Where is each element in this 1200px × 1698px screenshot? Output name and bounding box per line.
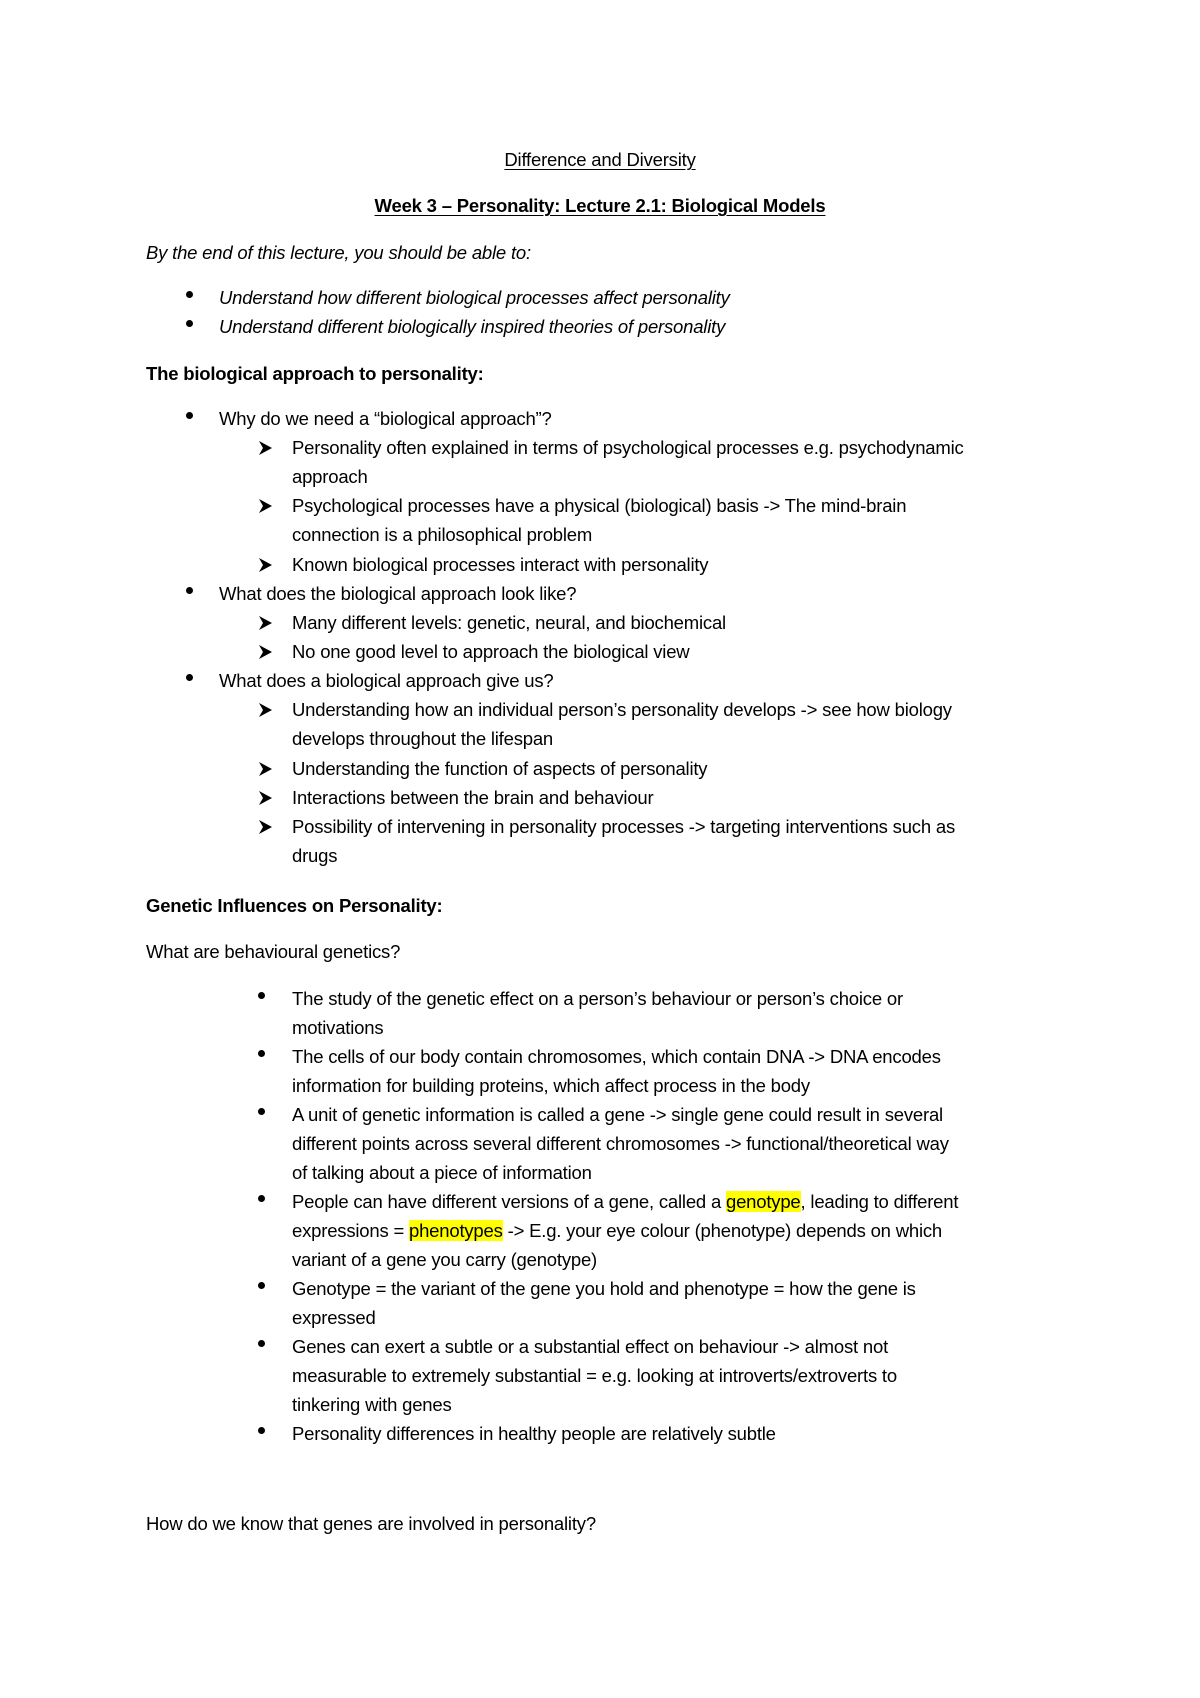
objectives-intro: By the end of this lecture, you should be able to: (146, 242, 531, 263)
bullet-icon (258, 1108, 265, 1115)
sub-item: Understanding how an individual person’s personality develops -> see how biology (292, 699, 952, 720)
sub-item: No one good level to approach the biological view (292, 641, 690, 662)
lecture-title: Week 3 – Personality: Lecture 2.1: Biological Models (374, 195, 826, 216)
genotype-highlight: genotype (726, 1191, 801, 1212)
sub-item: Psychological processes have a physical (biological) basis -> The mind-brain (292, 495, 907, 516)
sub-item: Known biological processes interact with personality (292, 554, 709, 575)
bullet-icon (186, 291, 193, 298)
sub-item-continued: develops throughout the lifespan (292, 728, 554, 749)
bullet-icon (258, 1050, 265, 1057)
bullet-icon (258, 1195, 265, 1202)
bullet-icon (186, 587, 193, 594)
arrow-bullet-icon (258, 757, 274, 781)
sub-item: Understanding the function of aspects of personality (292, 758, 708, 779)
arrow-bullet-icon (258, 786, 274, 810)
arrow-bullet-icon (258, 436, 274, 460)
sub-item: Interactions between the brain and behaviour (292, 787, 654, 808)
genetics-item: Personality differences in healthy people are relatively subtle (292, 1423, 776, 1444)
genetics-item-continued: different points across several different chromosomes -> functional/theoretical way (292, 1133, 949, 1154)
sub-item-continued: approach (292, 466, 368, 487)
bullet-icon (186, 674, 193, 681)
genetics-item: The cells of our body contain chromosomes, which contain DNA -> DNA encodes (292, 1046, 941, 1067)
question-behavioural-genetics: What are behavioural genetics? (146, 941, 401, 962)
question-what-look-like: What does the biological approach look like? (219, 583, 577, 604)
phenotypes-highlight: phenotypes (409, 1220, 503, 1241)
genetics-item-continued: measurable to extremely substantial = e.g. looking at introverts/extroverts to (292, 1365, 897, 1386)
phenotype-text-post: -> E.g. your eye colour (phenotype) depends on which (502, 1220, 942, 1241)
sub-item-continued: connection is a philosophical problem (292, 524, 593, 545)
arrow-bullet-icon (258, 494, 274, 518)
bullet-icon (186, 412, 193, 419)
course-title: Difference and Diversity (504, 149, 696, 170)
sub-item: Many different levels: genetic, neural, and biochemical (292, 612, 726, 633)
genetics-item: The study of the genetic effect on a person’s behaviour or person’s choice or (292, 988, 903, 1009)
genotype-item (292, 1190, 958, 1214)
bullet-icon (258, 992, 265, 999)
arrow-bullet-icon (258, 553, 274, 577)
sub-item-continued: drugs (292, 845, 338, 866)
arrow-bullet-icon (258, 611, 274, 635)
phenotype-line (292, 1219, 942, 1243)
arrow-bullet-icon (258, 640, 274, 664)
genetics-item: Genes can exert a subtle or a substantial effect on behaviour -> almost not (292, 1336, 889, 1357)
genetics-item: A unit of genetic information is called a gene -> single gene could result in several (292, 1104, 943, 1125)
genotype-item-continued: variant of a gene you carry (genotype) (292, 1249, 598, 1270)
question-what-give-us: What does a biological approach give us? (219, 670, 554, 691)
genotype-text-post: , leading to different (800, 1191, 959, 1212)
arrow-bullet-icon (258, 698, 274, 722)
section-heading-biological-approach: The biological approach to personality: (146, 363, 484, 384)
phenotype-text-pre: expressions = (292, 1220, 409, 1241)
arrow-bullet-icon (258, 815, 274, 839)
genetics-item-continued: motivations (292, 1017, 384, 1038)
bullet-icon (186, 320, 193, 327)
sub-item: Possibility of intervening in personality processes -> targeting interventions such as (292, 816, 956, 837)
genetics-item-continued: of talking about a piece of information (292, 1162, 592, 1183)
bullet-icon (258, 1427, 265, 1434)
question-why-biological: Why do we need a “biological approach”? (219, 408, 552, 429)
bullet-icon (258, 1340, 265, 1347)
closing-question: How do we know that genes are involved in personality? (146, 1513, 596, 1534)
sub-item: Personality often explained in terms of psychological processes e.g. psychodynamic (292, 437, 964, 458)
genetics-item-continued: tinkering with genes (292, 1394, 452, 1415)
objective-item: Understand different biologically inspired theories of personality (219, 316, 726, 337)
section-heading-genetic-influences: Genetic Influences on Personality: (146, 895, 443, 916)
objective-item: Understand how different biological processes affect personality (219, 287, 730, 308)
genetics-item: Genotype = the variant of the gene you hold and phenotype = how the gene is (292, 1278, 916, 1299)
bullet-icon (258, 1282, 265, 1289)
genetics-item-continued: expressed (292, 1307, 376, 1328)
genotype-text-pre: People can have different versions of a gene, called a (292, 1191, 726, 1212)
genetics-item-continued: information for building proteins, which affect process in the body (292, 1075, 810, 1096)
